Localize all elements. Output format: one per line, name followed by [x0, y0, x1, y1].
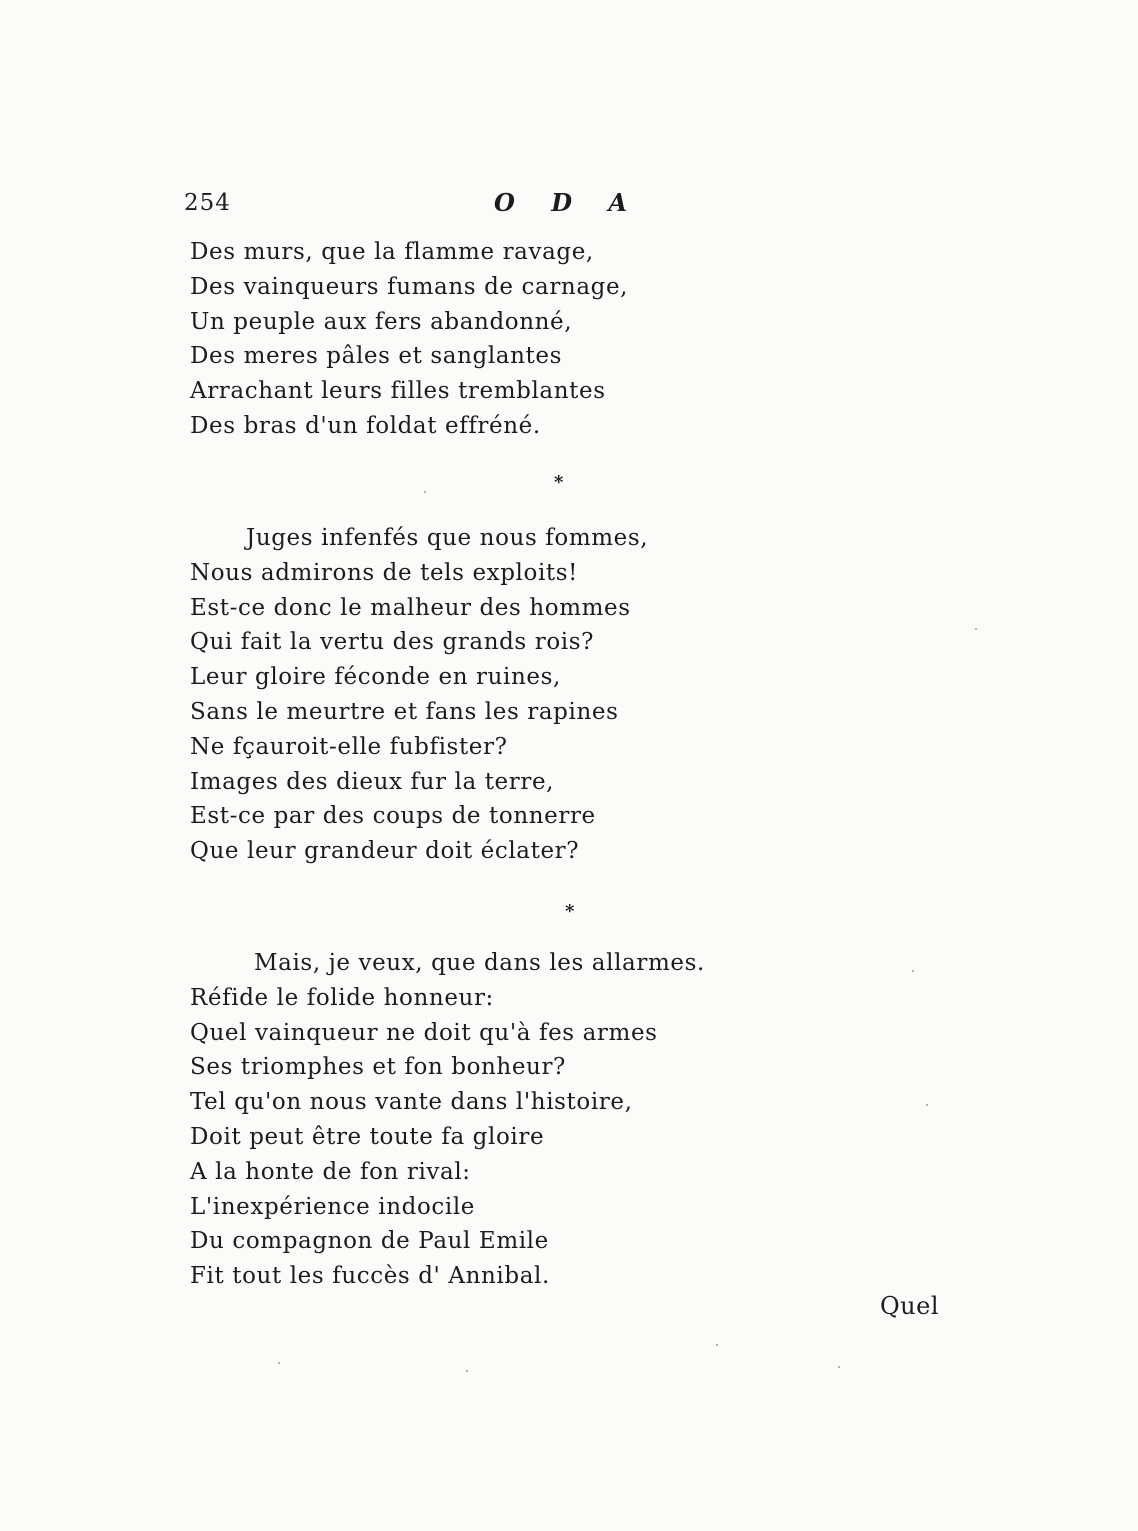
- verse-line: Ne fçauroit-elle fubfister?: [190, 733, 508, 760]
- verse-line: Un peuple aux fers abandonné,: [190, 308, 573, 335]
- page-header: [0, 190, 1138, 226]
- paper-speck: [838, 1366, 840, 1368]
- paper-speck: [912, 970, 914, 972]
- stanza-separator-ornament: *: [565, 901, 575, 922]
- verse-line: Que leur grandeur doit éclater?: [190, 838, 580, 865]
- verse-line: Fit tout les fuccès d' Annibal.: [190, 1263, 550, 1290]
- catchword: Quel: [880, 1292, 940, 1320]
- verse-line: Est-ce par des coups de tonnerre: [190, 803, 596, 830]
- verse-line: L'inexpérience indocile: [190, 1193, 476, 1220]
- running-head: O D A: [494, 188, 642, 217]
- verse-line: Des meres pâles et sanglantes: [190, 343, 562, 370]
- verse-line: A la honte de fon rival:: [190, 1158, 471, 1185]
- stanza-1: [190, 235, 810, 444]
- verse-line: Mais, je veux, que dans les allarmes.: [254, 950, 705, 976]
- verse-line: Est-ce donc le malheur des hommes: [190, 594, 631, 621]
- verse-line: Des murs, que la flamme ravage,: [190, 239, 594, 265]
- verse-line: Arrachant leurs filles tremblantes: [190, 378, 606, 405]
- verse-line: Quel vainqueur ne doit qu'à fes armes: [190, 1019, 658, 1046]
- verse-line: Juges infenfés que nous fommes,: [246, 525, 649, 551]
- paper-speck: [926, 1104, 928, 1106]
- paper-speck: [424, 491, 426, 493]
- page-number: 254: [184, 190, 231, 216]
- verse-line: Sans le meurtre et fans les rapines: [190, 698, 619, 725]
- paper-speck: [278, 1362, 280, 1364]
- verse-line: Qui fait la vertu des grands rois?: [190, 629, 595, 656]
- verse-line: Ses triomphes et fon bonheur?: [190, 1054, 566, 1081]
- verse-line: Images des dieux fur la terre,: [190, 768, 555, 795]
- paper-speck: [466, 1370, 468, 1372]
- paper-speck: [975, 628, 977, 630]
- verse-line: Doit peut être toute fa gloire: [190, 1123, 545, 1150]
- verse-line: Des bras d'un foldat effréné.: [190, 412, 541, 439]
- verse-line: Du compagnon de Paul Emile: [190, 1228, 549, 1255]
- verse-line: Réfide le folide honneur:: [190, 984, 494, 1011]
- paper-speck: [716, 1344, 718, 1346]
- stanza-3: [190, 946, 810, 1294]
- verse-line: Des vainqueurs fumans de carnage,: [190, 273, 629, 300]
- stanza-separator-ornament: *: [554, 472, 564, 493]
- verse-line: Tel qu'on nous vante dans l'histoire,: [190, 1089, 633, 1116]
- stanza-2: [190, 521, 810, 869]
- verse-line: Leur gloire féconde en ruines,: [190, 664, 561, 691]
- verse-line: Nous admirons de tels exploits!: [190, 559, 578, 586]
